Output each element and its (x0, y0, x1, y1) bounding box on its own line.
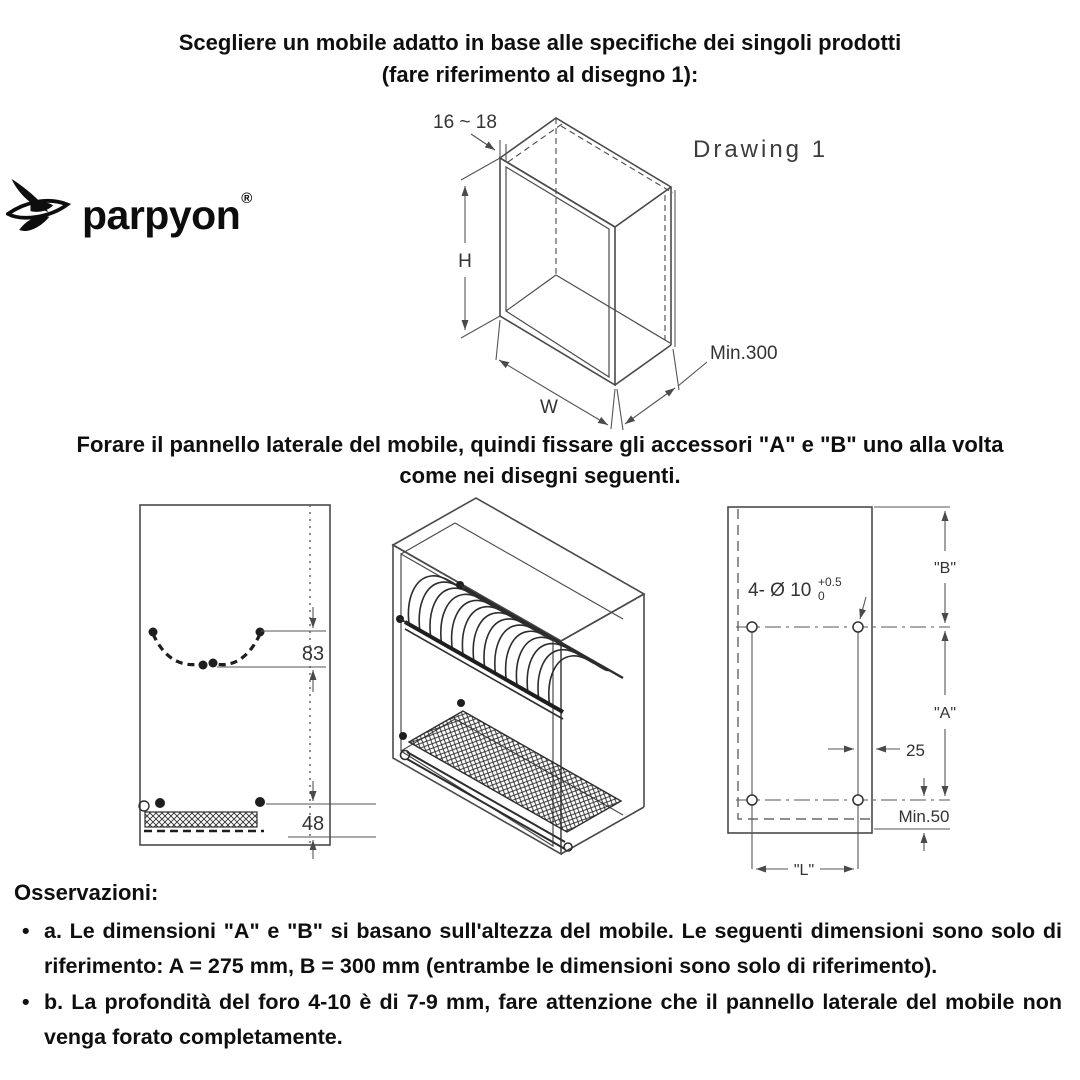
edge-offset-dim-label: 25 (906, 741, 925, 760)
folded-tray-profile (139, 797, 265, 831)
thickness-dim-label: 16 ~ 18 (433, 112, 497, 133)
swallow-logo-icon (6, 176, 72, 248)
drilling-instruction (0, 429, 1080, 491)
upper-dim-label: 83 (301, 643, 325, 665)
observation-b-text: b. La profondità del foro 4-10 è di 7-9 mm, fare attenzione che il pannello laterale del mobile non venga forato completamente. (44, 989, 1062, 1049)
drilling-instruction-line2: come nei disegni seguenti. (399, 463, 681, 489)
holes-tolerance-lower: 0 (818, 589, 825, 603)
drill-template-diagram (700, 495, 1010, 890)
lower-dim-label: 48 (301, 813, 325, 835)
observation-a-text: a. Le dimensioni "A" e "B" si basano sull'altezza del mobile. Le seguenti dimensioni sono solo di riferimento: A = 275 mm, B = 300 mm (entrambe le dimensioni sono solo di riferimento). (44, 919, 1062, 979)
b-dim-label: "B" (933, 560, 957, 577)
observation-item-a (14, 914, 1062, 985)
a-dim-label: "A" (933, 705, 957, 722)
side-panel-diagram (120, 495, 390, 875)
cabinet-outline (500, 118, 675, 385)
observation-item-b (14, 985, 1062, 1056)
holes-tolerance-upper: +0.5 (818, 575, 842, 589)
page-title (0, 27, 1080, 91)
drilling-instruction-line1: Forare il pannello laterale del mobile, quindi fissare gli accessori "A" e "B" uno alla volta (76, 432, 1004, 457)
page-title-line2: (fare riferimento al disegno 1): (381, 61, 699, 87)
mounting-points-v-path (149, 628, 265, 670)
bullet-marker: • (22, 989, 30, 1014)
panel-outline (140, 505, 330, 845)
upper-plate-rack (396, 576, 623, 719)
drawing1-cabinet-diagram (425, 100, 985, 430)
page-title-line1: Scegliere un mobile adatto in base alle specifiche dei singoli prodotti (178, 30, 902, 55)
registered-trademark: ® (241, 190, 252, 207)
lower-mesh-tray (399, 699, 621, 851)
drill-holes (747, 622, 863, 805)
observations-heading: Osservazioni: (14, 880, 159, 905)
bullet-marker: • (22, 919, 30, 943)
height-dim-label: H (458, 251, 472, 272)
min-bottom-dim-label: Min.50 (898, 807, 950, 826)
depth-dim-label: Min.300 (710, 343, 778, 364)
brand-name: parpyon® (82, 190, 252, 238)
holes-spec-label: 4- Ø 10 (748, 580, 812, 601)
observations-section (14, 880, 1062, 1055)
l-dim-label: "L" (793, 862, 815, 879)
brand-logo (6, 176, 252, 248)
dimension-lines (461, 134, 707, 430)
width-dim-label: W (540, 397, 558, 418)
panel-hidden-border (738, 509, 870, 819)
cabinet-with-rack-diagram (385, 490, 695, 890)
drawing1-caption: Drawing 1 (693, 136, 829, 163)
cabinet-hidden-edges (508, 118, 673, 340)
panel-outline (728, 507, 872, 833)
